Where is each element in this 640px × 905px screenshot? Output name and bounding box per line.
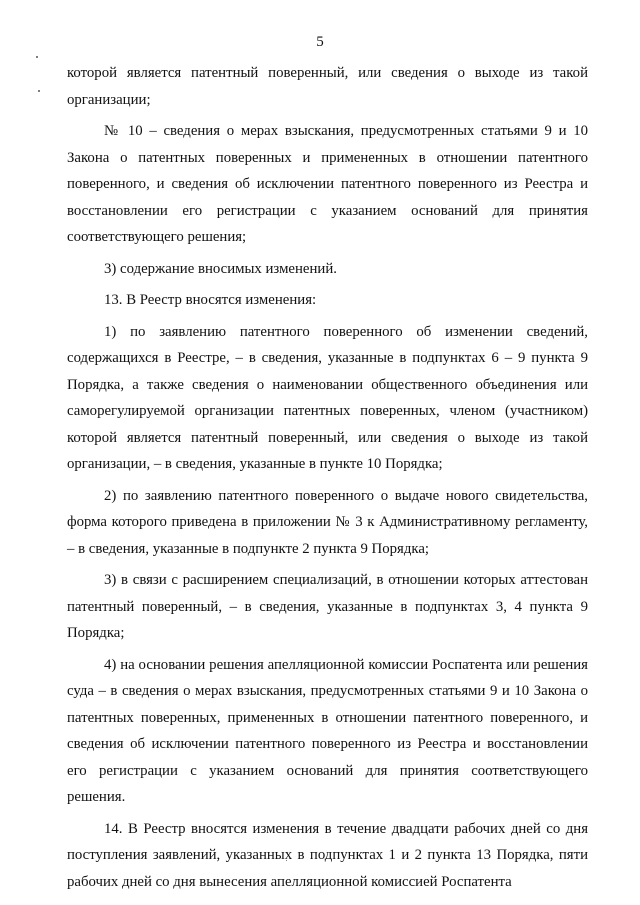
paragraph-13-4: 4) на основании решения апелляционной комиссии Роспатента или решения суда – в сведения о мерах взыскания, предусмотренных статьями 9 и 10 Закона о патентных поверенных, примененных в отношении патентного поверенного, и сведения об исключении патентного поверенного из Реестра и восстановлении его регистрации с указанием оснований для принятия соответствующего решения. <box>67 656 588 805</box>
paragraph-item-10: № 10 – сведения о мерах взыскания, предусмотренных статьями 9 и 10 Закона о патентных поверенных и примененных в отношении патентного поверенного, и сведения об исключении патентного поверенного из Реестра и восстановлении его регистрации с указанием оснований для принятия соответствующего решения; <box>67 123 588 245</box>
paragraph-13-1: 1) по заявлению патентного поверенного об изменении сведений, содержащихся в Реестре, – в сведения, указанные в подпунктах 6 – 9 пункта 9 Порядка, а также сведения о наименовании общественного объединения или саморегулируемой организации патентных поверенных, членом (участником) которой является патентный поверенный, или сведения о выходе из такой организации, – в сведения, указанные в пункте 10 Порядка; <box>67 323 588 472</box>
paragraph-clause-14: 14. В Реестр вносятся изменения в течение двадцати рабочих дней со дня поступления заявлений, указанных в подпунктах 1 и 2 пункта 13 Порядка, пяти рабочих дней со дня вынесения апелляционной комиссией Роспатента <box>67 820 588 890</box>
scan-speck <box>36 56 38 58</box>
paragraph-item-3-content: 3) содержание вносимых изменений. <box>104 260 337 277</box>
paragraph-continuation: которой является патентный поверенный, или сведения о выходе из такой организации; <box>67 65 588 108</box>
scan-speck <box>38 90 40 92</box>
document-body <box>67 60 588 895</box>
page-number: 5 <box>316 34 324 50</box>
paragraph-clause-13: 13. В Реестр вносятся изменения: <box>104 292 317 308</box>
paragraph-13-3: 3) в связи с расширением специализаций, в отношении которых аттестован патентный поверенный, – в сведения, указанные в подпунктах 3, 4 пункта 9 Порядка; <box>67 572 588 641</box>
paragraph-13-2: 2) по заявлению патентного поверенного о выдаче нового свидетельства, форма которого приведена в приложении № 3 к Административному регламенту, – в сведения, указанные в подпункте 2 пункта 9 Порядка; <box>67 487 588 557</box>
